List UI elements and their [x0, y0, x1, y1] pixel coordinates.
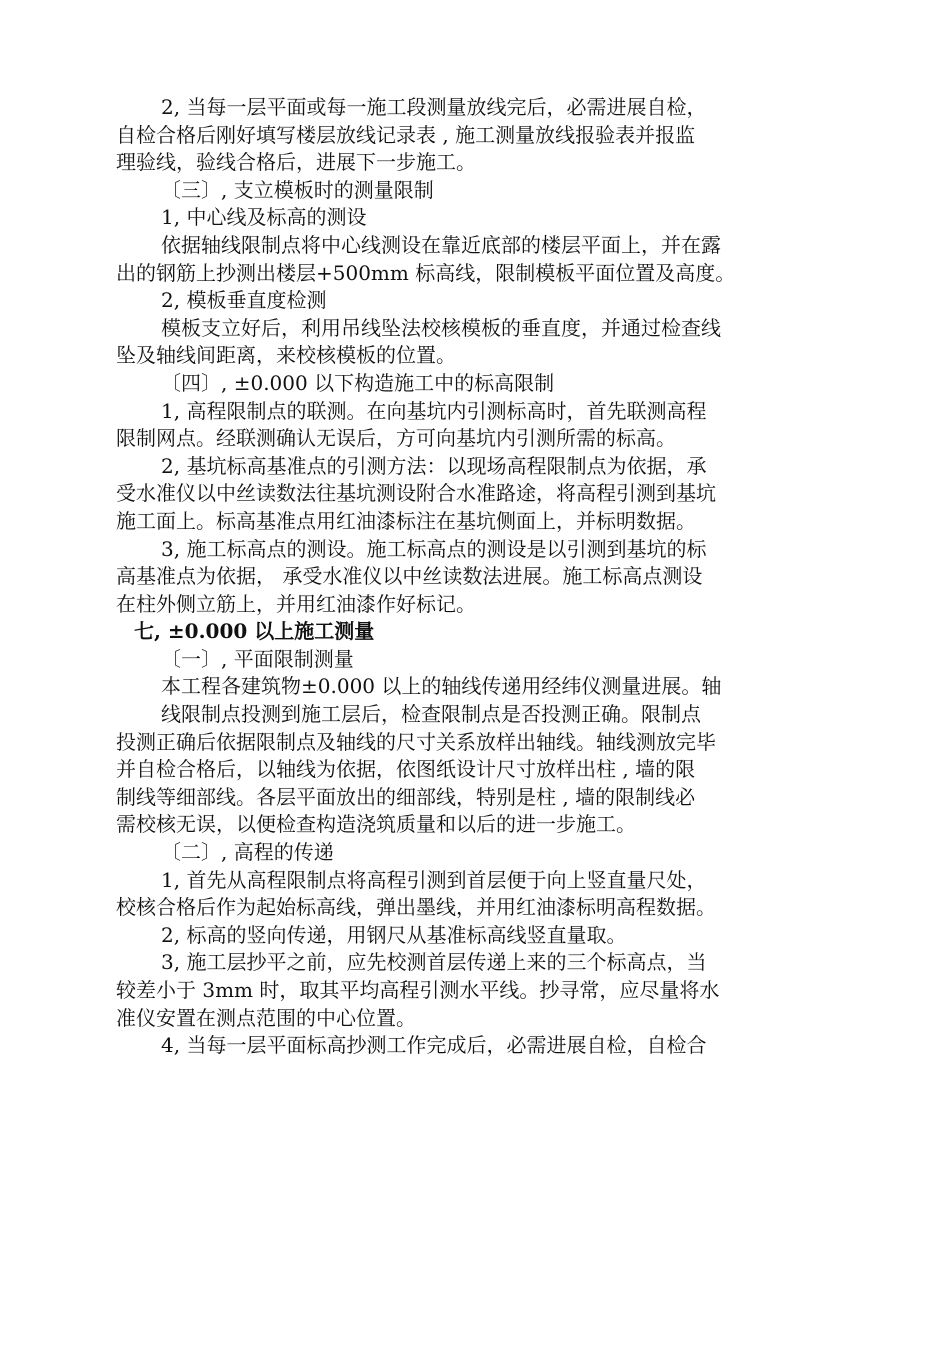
section-heading: 七, ±0.000 以上施工测量 — [134, 619, 375, 644]
text-line: 2, 模板垂直度检测 — [161, 288, 327, 313]
text-line: 2, 当每一层平面或每一施工段测量放线完后，必需进展自检， — [161, 95, 707, 119]
text-line: 4, 当每一层平面标高抄测工作完成后，必需进展自检，自检合 — [161, 1033, 707, 1058]
text-line: 〔一〕, 平面限制测量 — [161, 646, 354, 671]
text-line: 准仪安置在测点范围的中心位置。 — [116, 1005, 416, 1030]
text-line: 并自检合格后，以轴线为依据，依图纸设计尺寸放样出柱 , 墙的限 — [116, 757, 696, 782]
text-line: 〔三〕, 支立模板时的测量限制 — [161, 177, 434, 202]
text-line: 出的钢筋上抄测出楼层+500mm 标高线，限制模板平面位置及高度。 — [116, 260, 736, 285]
text-line: 1, 首先从高程限制点将高程引测到首层便于向上竖直量尺处， — [161, 867, 707, 892]
text-line: 自检合格后刚好填写楼层放线记录表 , 施工测量放线报验表并报监 — [116, 122, 696, 147]
text-line: 需校核无误，以便检查构造浇筑质量和以后的进一步施工。 — [116, 812, 636, 837]
text-line: 高基准点为依据， 承受水准仪以中丝读数法进展。施工标高点测设 — [116, 564, 703, 589]
text-line: 受水准仪以中丝读数法往基坑测设附合水准路途，将高程引测到基坑 — [116, 481, 716, 506]
document-body — [116, 94, 836, 1060]
text-line: 〔二〕, 高程的传递 — [161, 840, 334, 865]
text-line: 本工程各建筑物±0.000 以上的轴线传递用经纬仪测量进展。轴 — [161, 674, 722, 699]
text-line: 在柱外侧立筋上，并用红油漆作好标记。 — [116, 591, 476, 616]
text-line: 模板支立好后，利用吊线坠法校核模板的垂直度，并通过检查线 — [161, 315, 721, 340]
text-line: 3, 施工标高点的测设。施工标高点的测设是以引测到基坑的标 — [161, 536, 707, 561]
text-line: 校核合格后作为起始标高线，弹出墨线，并用红油漆标明高程数据。 — [116, 895, 716, 920]
text-line: 1, 高程限制点的联测。在向基坑内引测标高时，首先联测高程 — [161, 398, 707, 423]
text-line: 1, 中心线及标高的测设 — [161, 205, 367, 230]
text-line: 坠及轴线间距离，来校核模板的位置。 — [116, 343, 456, 368]
text-line: 限制网点。经联测确认无误后，方可向基坑内引测所需的标高。 — [116, 426, 676, 451]
text-line: 投测正确后依据限制点及轴线的尺寸关系放样出轴线。轴线测放完毕 — [116, 729, 716, 754]
text-line: 3, 施工层抄平之前，应先校测首层传递上来的三个标高点，当 — [161, 950, 707, 975]
text-line: 较差小于 3mm 时，取其平均高程引测水平线。抄寻常，应尽量将水 — [116, 978, 720, 1002]
text-line: 2, 标高的竖向传递，用钢尺从基准标高线竖直量取。 — [161, 922, 627, 947]
text-line: 〔四〕, ±0.000 以下构造施工中的标高限制 — [161, 370, 555, 395]
text-line: 制线等细部线。各层平面放出的细部线，特别是柱 , 墙的限制线必 — [116, 784, 696, 809]
text-line: 理验线，验线合格后，进展下一步施工。 — [116, 150, 476, 175]
text-line: 线限制点投测到施工层后，检查限制点是否投测正确。限制点 — [161, 702, 701, 727]
text-line: 施工面上。标高基准点用红油漆标注在基坑侧面上，并标明数据。 — [116, 508, 696, 533]
text-line: 依据轴线限制点将中心线测设在靠近底部的楼层平面上，并在露 — [161, 232, 721, 257]
text-line: 2, 基坑标高基准点的引测方法：以现场高程限制点为依据，承 — [161, 453, 707, 478]
